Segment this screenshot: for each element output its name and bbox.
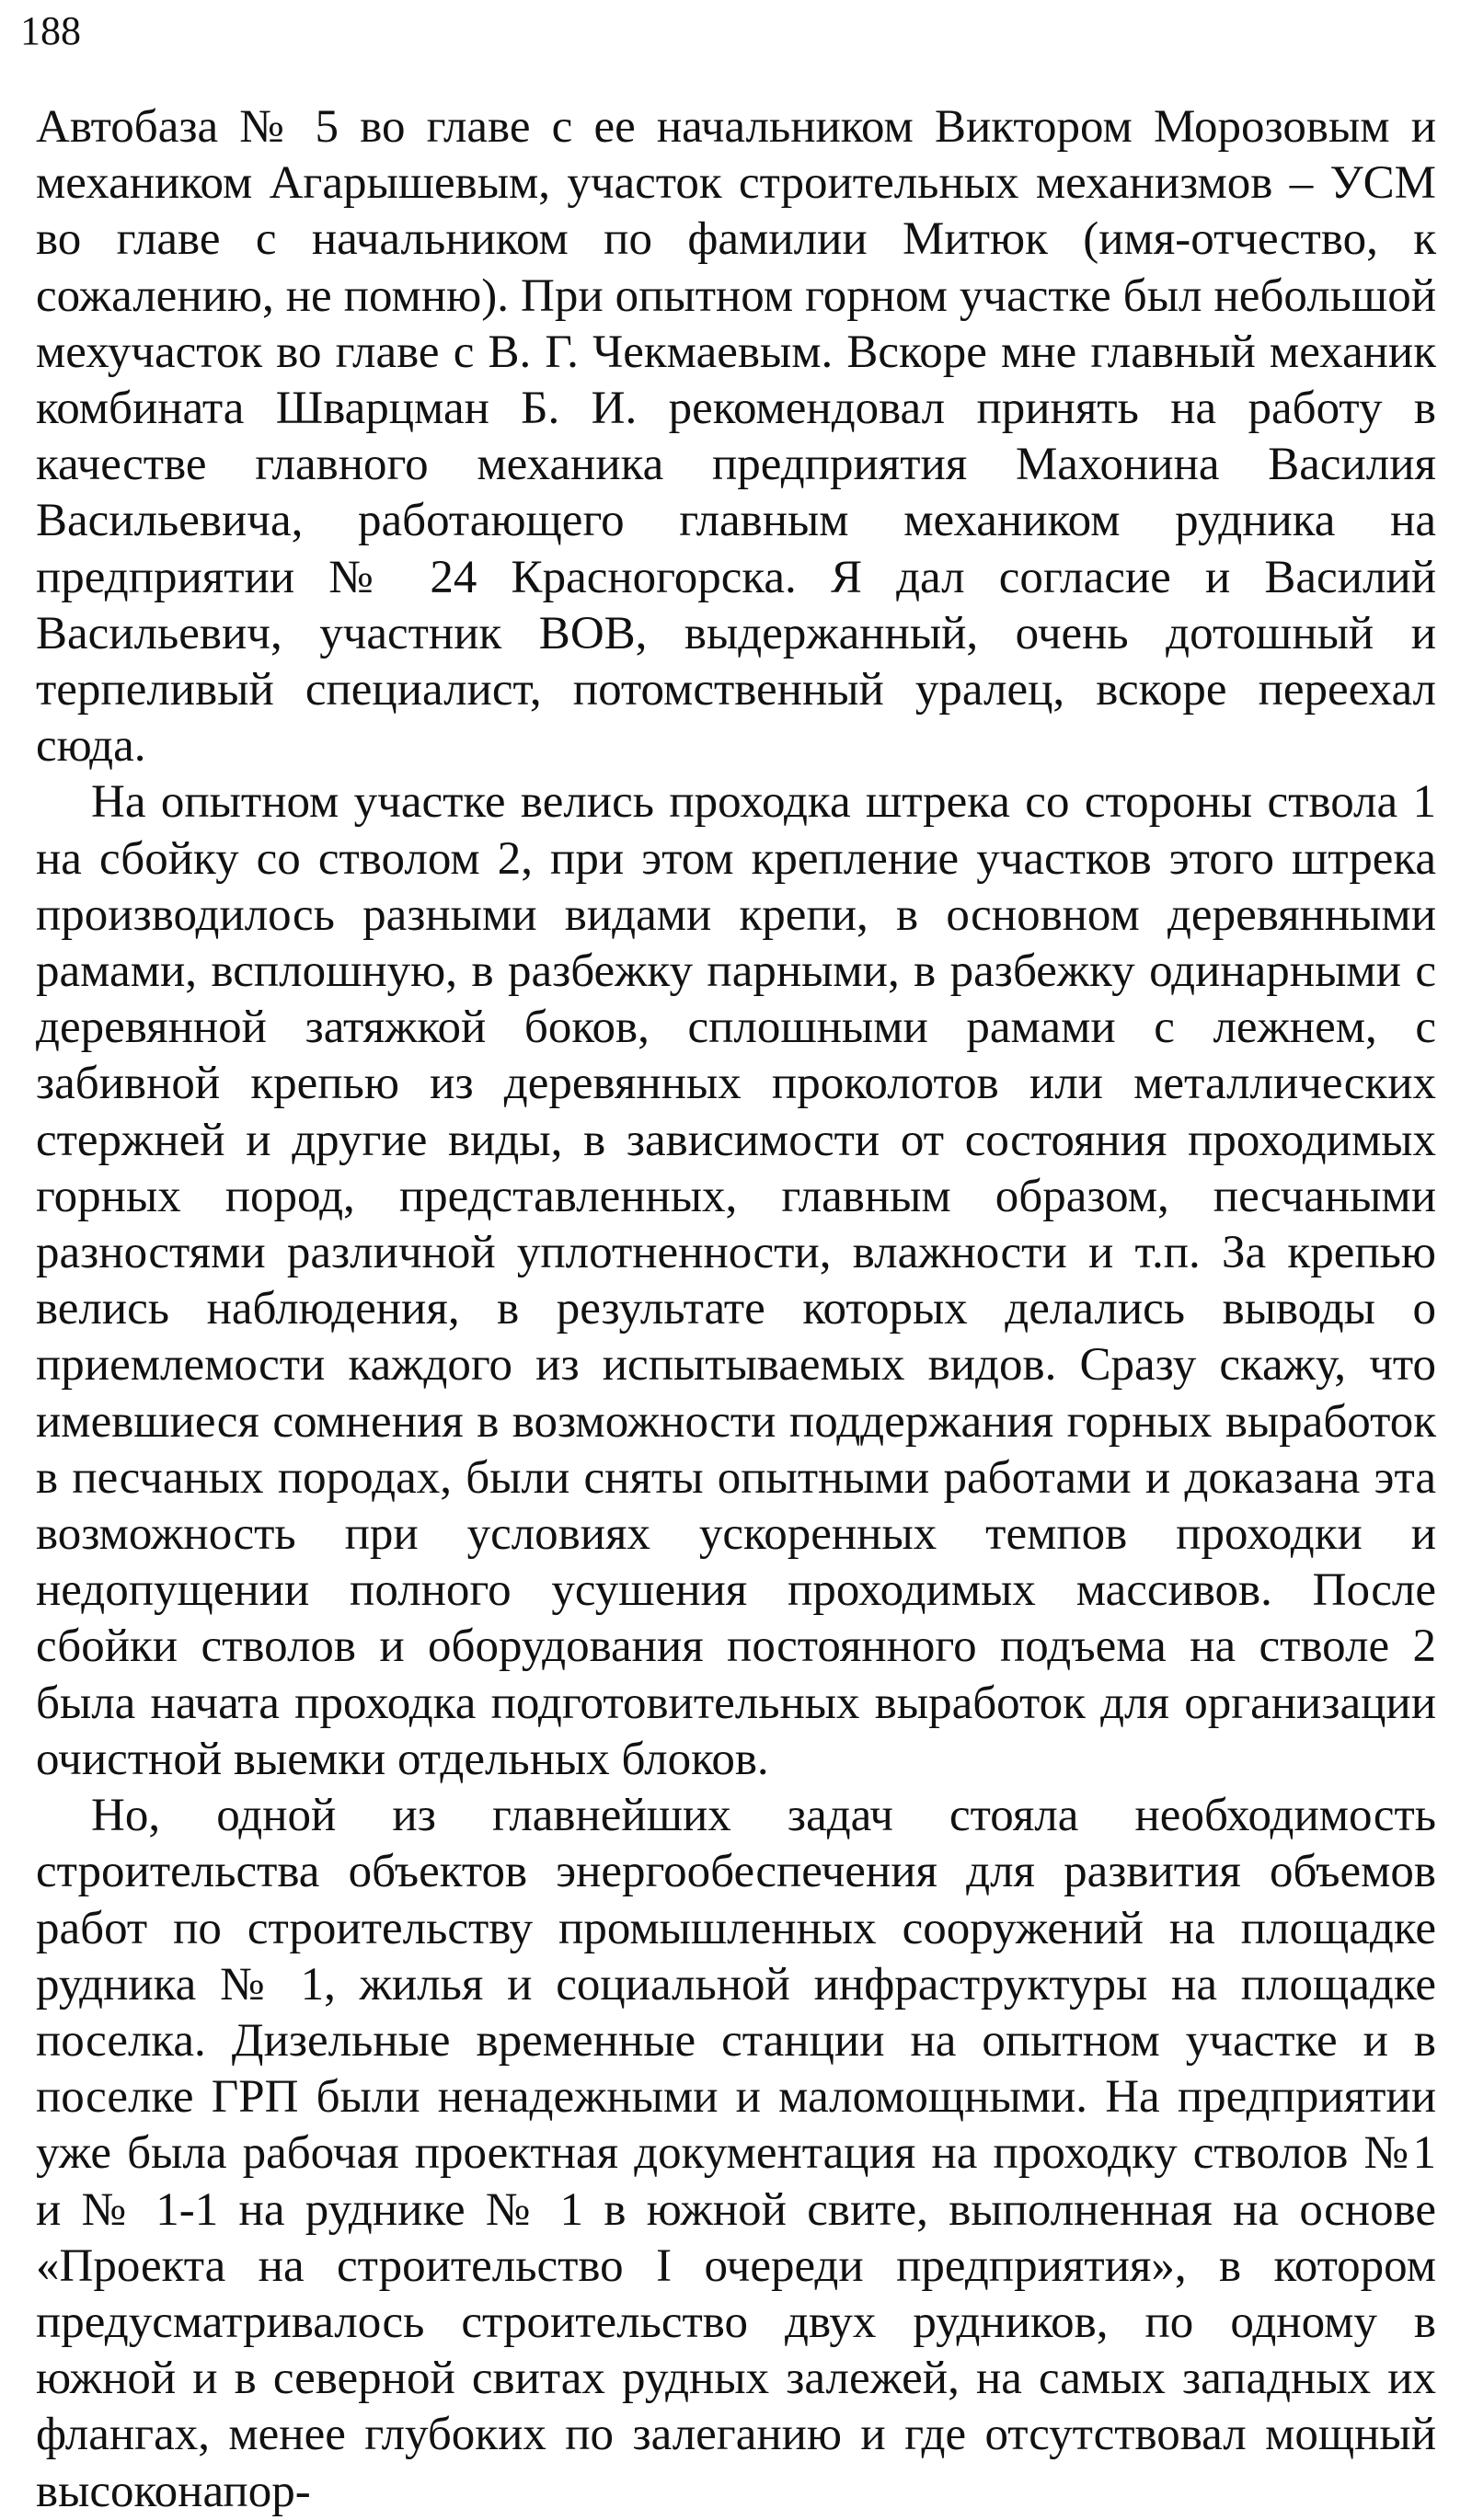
- paragraph-2: На опытном участке велись проходка штрека со стороны ствола 1 на сбойку со стволом 2, при этом крепление участков этого штрека производилось разными видами крепи, в основном деревянными рамами, всплошную, в разбежку парными, в разбежку одинарными с деревянной затяжкой боков, сплошными рамами с лежнем, с забивной крепью из деревянных проколотов или металлических стержней и другие виды, в зависимости от состояния проходимых горных пород, представленных, главным образом, песчаными разностями различной уплотненности, влажности и т.п. За крепью велись наблюдения, в результате которых делались выводы о приемлемости каждого из испытываемых видов. Сразу скажу, что имевшиеся сомнения в возможности поддержания горных выработок в песчаных породах, были сняты опытными работами и доказана эта возможность при условиях ускоренных темпов проходки и недопущении полного усушения проходимых массивов. После сбойки стволов и оборудования постоянного подъема на стволе 2 была начата проходка подготовительных выработок для организации очистной выемки отдельных блоков.: [36, 776, 1436, 1785]
- body-text: [36, 99, 1436, 2520]
- page-number: 188: [20, 8, 81, 53]
- paragraph-3: Но, одной из главнейших задач стояла необходимость строительства объектов энергообеспечения для развития объемов работ по строительству промышленных сооружений на площадке рудника № 1, жилья и социальной инфраструктуры на площадке поселка. Дизельные временные станции на опытном участке и в поселке ГРП были ненадежными и маломощными. На предприятии уже была рабочая проектная документация на проходку стволов №1 и № 1-1 на руднике № 1 в южной свите, выполненная на основе «Проекта на строительство I очереди предприятия», в котором предусматривалось строительство двух рудников, по одному в южной и в северной свитах рудных залежей, на самых западных их флангах, менее глубоких по залеганию и где отсутствовал мощный высоконапор-: [36, 1790, 1436, 2517]
- paragraph-1: Автобаза № 5 во главе с ее начальником Виктором Морозовым и механиком Агарышевым, участок строительных механизмов – УСМ во главе с начальником по фамилии Митюк (имя-отчество, к сожалению, не помню). При опытном горном участке был небольшой мехучасток во главе с В. Г. Чекмаевым. Вскоре мне главный механик комбината Шварцман Б. И. рекомендовал принять на работу в качестве главного механика предприятия Махонина Василия Васильевича, работающего главным механиком рудника на предприятии № 24 Красногорска. Я дал согласие и Василий Васильевич, участник ВОВ, выдержанный, очень дотошный и терпеливый специалист, потомственный уралец, вскоре переехал сюда.: [36, 101, 1436, 773]
